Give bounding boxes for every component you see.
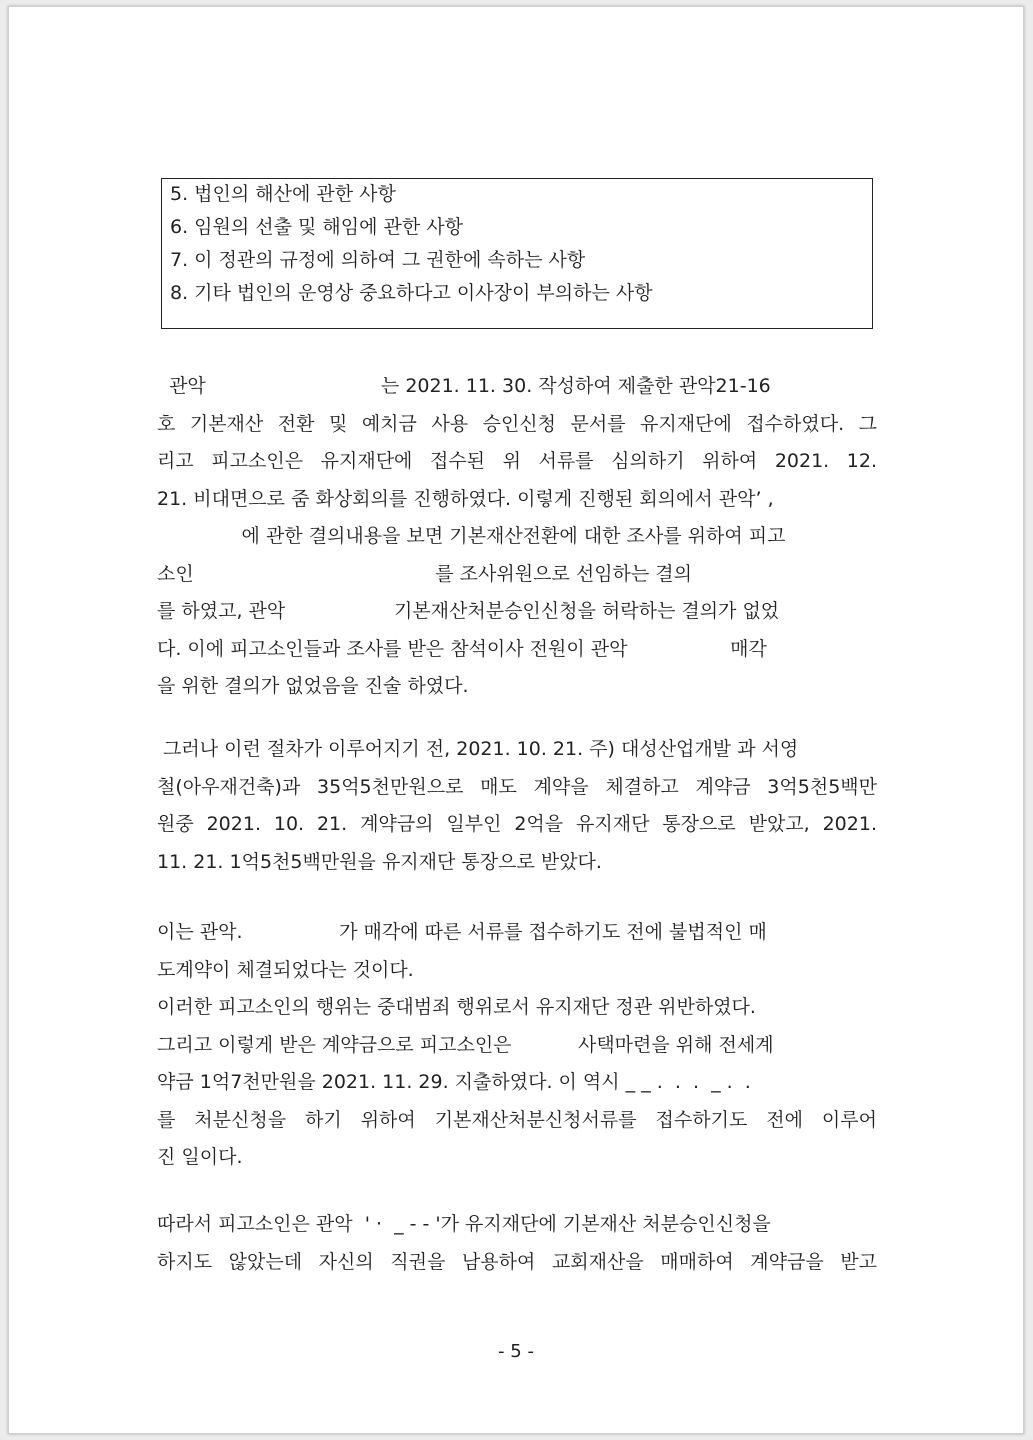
paragraph-1 [157,368,877,706]
quoted-article-box [161,178,873,329]
text-line: 호 기본재산 전환 및 예치금 사용 승인신청 문서를 유지재단에 접수하였다. 그 [157,412,877,435]
text-line: 도계약이 체결되었다는 것이다. [157,958,414,981]
list-item: 8. 기타 법인의 운영상 중요하다고 이사장이 부의하는 사항 [170,282,653,304]
text-line: 이는 관악. 가 매각에 따른 서류를 접수하기도 전에 불법적인 매 [157,921,767,943]
text-line: 약금 1억7천만원을 2021. 11. 29. 지출하였다. 이 역시 _ _ . . . _ . . [157,1071,751,1093]
paragraph-4 [157,1206,877,1281]
page-number: - 5 - [498,1341,534,1362]
text-line: 를 처분신청을 하기 위하여 기본재산처분신청서류를 접수하기도 전에 이루어 [157,1108,877,1131]
text-line: 리고 피고소인은 유지재단에 접수된 위 서류를 심의하기 위하여 2021. 12. [157,450,877,472]
document-page [8,6,1024,1434]
text-line: 에 관한 결의내용을 보면 기본재산전환에 대한 조사를 위하여 피고 [157,525,786,547]
text-line: 소인 를 조사위원으로 선임하는 결의 [157,562,693,585]
paragraph-3 [157,914,877,1177]
text-line: 11. 21. 1억5천5백만원을 유지재단 통장으로 받았다. [157,850,602,873]
text-line: 를 하였고, 관악 기본재산처분승인신청을 허락하는 결의가 없었 [157,600,780,622]
text-line: 그러나 이런 절차가 이루어지기 전, 2021. 10. 21. 주) 대성산업개발 과 서영 [157,738,799,760]
text-line: 21. 비대면으로 줌 화상회의를 진행하였다. 이렇게 진행된 회의에서 관악’ , [157,487,774,510]
text-line: 따라서 피고소인은 관악 ' · _ - - '가 유지재단에 기본재산 처분승인신청을 [157,1213,771,1235]
text-line: 그리고 이렇게 받은 계약금으로 피고소인은 사택마련을 위해 전세계 [157,1033,774,1056]
paragraph-2 [157,731,877,881]
list-item: 7. 이 정관의 규정에 의하여 그 권한에 속하는 사항 [170,249,586,271]
text-line: 원중 2021. 10. 21. 계약금의 일부인 2억을 유지재단 통장으로 받았고, 2021. [157,813,877,835]
list-item: 5. 법인의 해산에 관한 사항 [170,183,396,205]
text-line: 진 일이다. [157,1146,243,1168]
text-line: 이러한 피고소인의 행위는 중대범죄 행위로서 유지재단 정관 위반하였다. [157,996,756,1018]
text-line: 하지도 않았는데 자신의 직권을 남용하여 교회재산을 매매하여 계약금을 받고 [157,1250,877,1273]
list-item: 6. 임원의 선출 및 해임에 관한 사항 [170,216,463,238]
text-line: 철(아우재건축)과 35억5천만원으로 매도 계약을 체결하고 계약금 3억5천5백만 [157,775,877,798]
text-line: 다. 이에 피고소인들과 조사를 받은 참석이사 전원이 관악 매각 [157,637,767,660]
text-line: 을 위한 결의가 없었음을 진술 하였다. [157,675,469,697]
text-line: 관악 는 2021. 11. 30. 작성하여 제출한 관악21-16 [157,375,771,397]
